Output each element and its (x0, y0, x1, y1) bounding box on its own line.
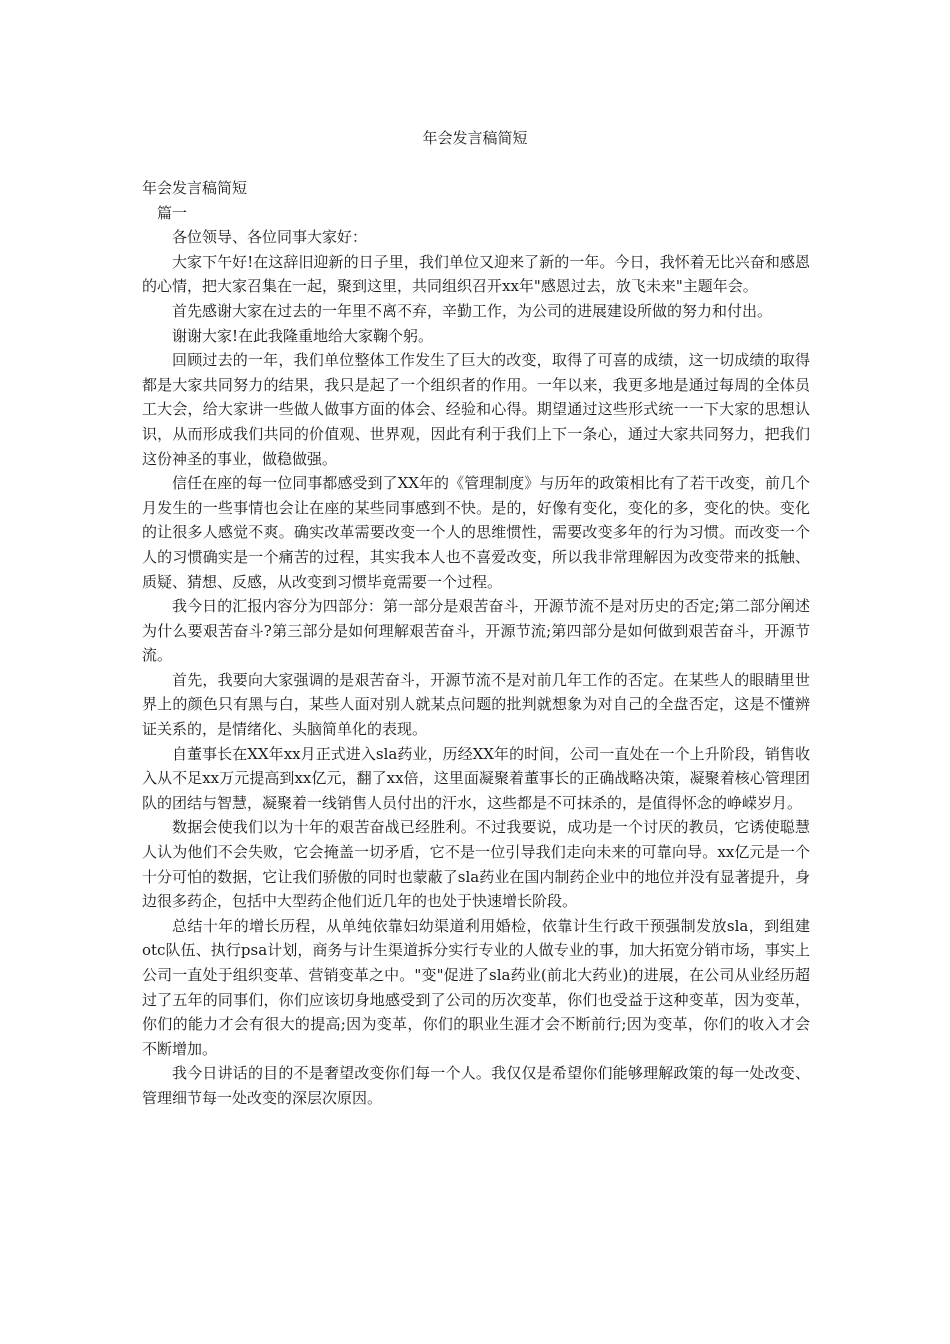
paragraph-greeting: 各位领导、各位同事大家好： (172, 228, 368, 247)
section-label: 篇一 (157, 203, 188, 222)
document-title: 年会发言稿简短 (422, 129, 528, 147)
paragraph: 我今日的汇报内容分为四部分：第一部分是艰苦奋斗，开源节流不是对历史的否定;第二部分阐述为什么要艰苦奋斗?第三部分是如何理解艰苦奋斗，开源节流;第四部分是如何做到艰苦奋斗，开源节流。 (142, 597, 810, 665)
paragraph: 首先，我要向大家强调的是艰苦奋斗，开源节流不是对前几年工作的否定。在某些人的眼睛里世界上的颜色只有黑与白，某些人面对别人就某点问题的批判就想象为对自己的全盘否定，这是不懂辨证关系的，是情绪化、头脑简单化的表现。 (142, 670, 810, 739)
paragraph: 谢谢大家!在此我隆重地给大家鞠个躬。 (172, 326, 434, 345)
paragraph: 数据会使我们以为十年的艰苦奋战已经胜利。不过我要说，成功是一个讨厌的教员，它诱使聪慧人认为他们不会失败，它会掩盖一切矛盾，它不是一位引导我们走向未来的可靠向导。xx亿元是一个十分可怕的数据，它让我们骄傲的同时也蒙蔽了sla药业在国内制药企业中的地位并没有显著提升，身边很多药企，包括中大型药企他们近几年的也处于快速增长阶段。 (142, 818, 810, 911)
paragraph: 回顾过去的一年，我们单位整体工作发生了巨大的改变，取得了可喜的成绩，这一切成绩的取得都是大家共同努力的结果，我只是起了一个组织者的作用。一年以来，我更多地是通过每周的全体员工大会，给大家讲一些做人做事方面的体会、经验和心得。期望通过这些形式统一一下大家的思想认识，从而形成我们共同的价值观、世界观，因此有利于我们上下一条心，通过大家共同努力，把我们这份神圣的事业，做稳做强。 (142, 351, 810, 468)
paragraph: 我今日讲话的目的不是奢望改变你们每一个人。我仅仅是希望你们能够理解政策的每一处改变、管理细节每一处改变的深层次原因。 (142, 1064, 810, 1107)
document-subtitle: 年会发言稿简短 (142, 179, 248, 197)
paragraph: 大家下午好!在这辞旧迎新的日子里，我们单位又迎来了新的一年。今日，我怀着无比兴奋和感恩的心情，把大家召集在一起，聚到这里，共同组织召开xx年"感恩过去，放飞未来"主题年会。 (142, 252, 810, 296)
paragraph: 自董事长在XX年xx月正式进入sla药业，历经XX年的时间，公司一直处在一个上升阶段，销售收入从不足xx万元提高到xx亿元，翻了xx倍，这里面凝聚着董事长的正确战略决策，凝聚着核心管理团队的团结与智慧，凝聚着一线销售人员付出的汗水，这些都是不可抹杀的，是值得怀念的峥嵘岁月。 (142, 744, 810, 812)
paragraph: 总结十年的增长历程，从单纯依靠妇幼渠道利用婚检，依靠计生行政干预强制发放sla，到组建otc队伍、执行psa计划，商务与计生渠道拆分实行专业的人做专业的事，加大拓宽分销市场，事实上公司一直处于组织变革、营销变革之中。"变"促进了sla药业(前北大药业)的进展，在公司从业经历超过了五年的同事们，你们应该切身地感受到了公司的历次变革，你们也受益于这种变革，因为变革，你们的能力才会有很大的提高;因为变革，你们的职业生涯才会不断前行;因为变革，你们的收入才会不断增加。 (142, 916, 810, 1058)
document-body (142, 176, 810, 1111)
paragraph: 首先感谢大家在过去的一年里不离不弃，辛勤工作，为公司的进展建设所做的努力和付出。 (172, 301, 773, 320)
paragraph: 信任在座的每一位同事都感受到了XX年的《管理制度》与历年的政策相比有了若干改变，前几个月发生的一些事情也会让在座的某些同事感到不快。是的，好像有变化，变化的多，变化的快。变化的让很多人感觉不爽。确实改革需要改变一个人的思维惯性，需要改变多年的行为习惯。而改变一个人的习惯确实是一个痛苦的过程，其实我本人也不喜爱改变，所以我非常理解因为改变带来的抵触、质疑、猜想、反感，从改变到习惯毕竟需要一个过程。 (142, 474, 810, 591)
